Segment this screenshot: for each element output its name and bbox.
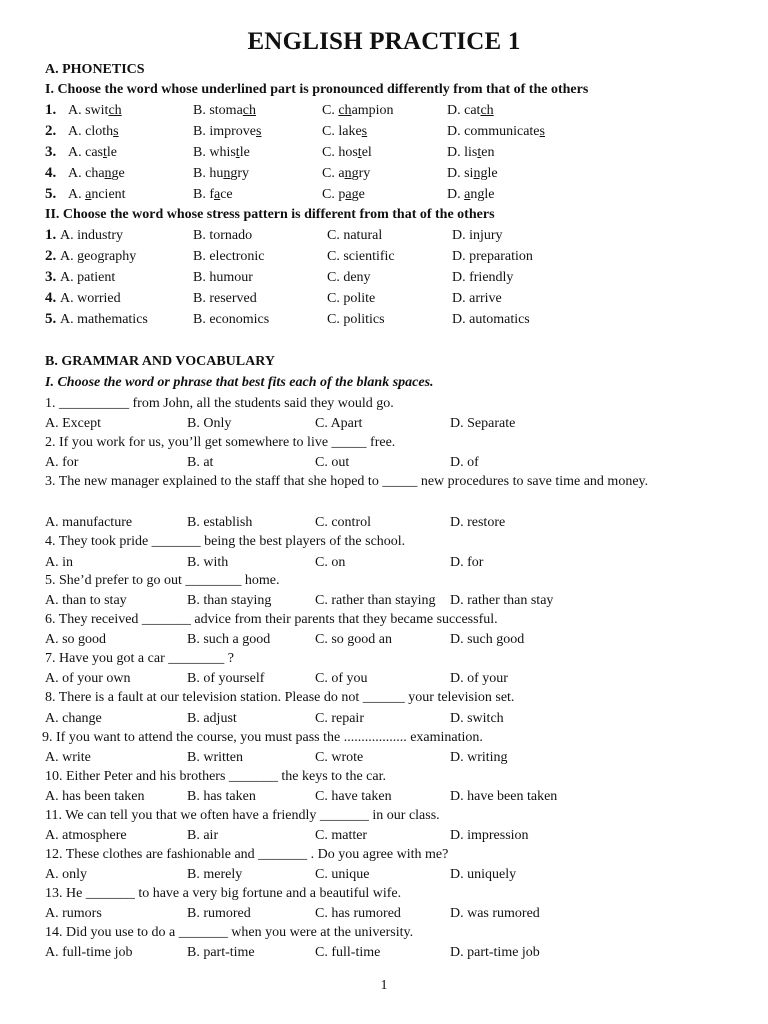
- question-number: 1.: [45, 102, 57, 118]
- underlined-sound: a: [214, 187, 221, 202]
- underlined-sound: ch: [242, 103, 256, 118]
- underlined-sound: a: [345, 187, 352, 202]
- answer-option: C. unique: [315, 867, 370, 882]
- underlined-sound: a: [464, 187, 471, 202]
- question-text: 10. Either Peter and his brothers _______ the keys to the car.: [45, 769, 386, 784]
- answer-option: A. atmosphere: [45, 828, 127, 843]
- answer-option: B. of yourself: [187, 671, 265, 686]
- answer-option: B. air: [187, 828, 219, 843]
- answer-option: A. for: [45, 455, 79, 470]
- answer-option: C. page: [322, 187, 365, 202]
- answer-option: B. part-time: [187, 945, 255, 960]
- page-number: 1: [380, 978, 388, 993]
- answer-option: D. friendly: [452, 270, 514, 285]
- answer-option: B. electronic: [193, 249, 265, 264]
- question-number: 2.: [45, 248, 57, 264]
- answer-option: A. in: [45, 555, 73, 570]
- answer-option: D. communicates: [447, 124, 545, 139]
- answer-option: A. only: [45, 867, 87, 882]
- answer-option: C. repair: [315, 711, 364, 726]
- underlined-sound: a: [85, 187, 92, 202]
- answer-option: A. cloths: [68, 124, 119, 139]
- answer-option: B. improves: [193, 124, 262, 139]
- answer-option: B. has taken: [187, 789, 256, 804]
- answer-option: D. Separate: [450, 416, 516, 431]
- question-number: 5.: [45, 186, 57, 202]
- underlined-sound: t: [477, 145, 482, 160]
- underlined-sound: t: [357, 145, 362, 160]
- answer-option: A. of your own: [45, 671, 131, 686]
- answer-option: A. so good: [45, 632, 107, 647]
- answer-option: A. has been taken: [45, 789, 145, 804]
- answer-option: C. champion: [322, 103, 394, 118]
- question-number: 4.: [45, 165, 57, 181]
- answer-option: C. of you: [315, 671, 368, 686]
- answer-option: A. rumors: [45, 906, 102, 921]
- answer-option: D. angle: [447, 187, 495, 202]
- question-number: 1.: [45, 227, 57, 243]
- underlined-sound: s: [361, 124, 368, 139]
- section-b-heading: B. GRAMMAR AND VOCABULARY: [45, 354, 275, 369]
- answer-option: C. scientific: [327, 249, 395, 264]
- answer-option: A. than to stay: [45, 593, 127, 608]
- question-number: 4.: [45, 290, 57, 306]
- question-text: 13. He _______ to have a very big fortune and a beautiful wife.: [45, 886, 402, 901]
- answer-option: D. part-time job: [450, 945, 540, 960]
- answer-option: B. rumored: [187, 906, 251, 921]
- answer-option: B. Only: [187, 416, 232, 431]
- answer-option: D. preparation: [452, 249, 533, 264]
- question-number: 5.: [45, 311, 57, 327]
- question-text: 12. These clothes are fashionable and _______ . Do you agree with me?: [45, 847, 449, 862]
- answer-option: D. of your: [450, 671, 508, 686]
- answer-option: D. writing: [450, 750, 508, 765]
- question-text: 11. We can tell you that we often have a friendly _______ in our class.: [45, 808, 440, 823]
- answer-option: D. single: [447, 166, 498, 181]
- answer-option: C. on: [315, 555, 346, 570]
- answer-option: C. wrote: [315, 750, 364, 765]
- answer-option: C. politics: [327, 312, 385, 327]
- answer-option: B. humour: [193, 270, 253, 285]
- answer-option: D. switch: [450, 711, 504, 726]
- answer-option: C. polite: [327, 291, 376, 306]
- answer-option: C. angry: [322, 166, 371, 181]
- underlined-sound: n: [344, 166, 352, 181]
- answer-option: B. written: [187, 750, 243, 765]
- question-number: 3.: [45, 269, 57, 285]
- answer-option: B. face: [193, 187, 233, 202]
- question-text: 14. Did you use to do a _______ when you were at the university.: [45, 925, 414, 940]
- answer-option: D. rather than stay: [450, 593, 554, 608]
- answer-option: C. matter: [315, 828, 368, 843]
- answer-option: A. switch: [68, 103, 122, 118]
- answer-option: C. so good an: [315, 632, 392, 647]
- answer-option: C. lakes: [322, 124, 368, 139]
- answer-option: D. was rumored: [450, 906, 540, 921]
- question-text: 5. She’d prefer to go out ________ home.: [45, 573, 280, 588]
- answer-option: D. catch: [447, 103, 494, 118]
- question-text: 6. They received _______ advice from their parents that they became successful.: [45, 612, 498, 627]
- answer-option: C. Apart: [315, 416, 363, 431]
- answer-option: A. full-time job: [45, 945, 133, 960]
- answer-option: A. write: [45, 750, 91, 765]
- answer-option: B. than staying: [187, 593, 272, 608]
- question-number: 2.: [45, 123, 57, 139]
- answer-option: D. uniquely: [450, 867, 517, 882]
- answer-option: C. hostel: [322, 145, 372, 160]
- answer-option: B. economics: [193, 312, 270, 327]
- answer-option: C. have taken: [315, 789, 392, 804]
- answer-option: B. at: [187, 455, 214, 470]
- answer-option: A. ancient: [68, 187, 126, 202]
- page-title: ENGLISH PRACTICE 1: [247, 28, 521, 55]
- answer-option: D. impression: [450, 828, 529, 843]
- answer-option: B. hungry: [193, 166, 250, 181]
- underlined-sound: ch: [480, 103, 494, 118]
- underlined-sound: ch: [338, 103, 352, 118]
- answer-option: B. whistle: [193, 145, 250, 160]
- phonetics-part2-instruction: II. Choose the word whose stress pattern is different from that of the others: [45, 207, 495, 222]
- question-text: 7. Have you got a car ________ ?: [45, 651, 234, 666]
- answer-option: A. castle: [68, 145, 117, 160]
- answer-option: B. tornado: [193, 228, 253, 243]
- answer-option: D. for: [450, 555, 484, 570]
- question-text: 4. They took pride _______ being the best players of the school.: [45, 534, 406, 549]
- answer-option: D. have been taken: [450, 789, 558, 804]
- answer-option: B. such a good: [187, 632, 271, 647]
- answer-option: B. adjust: [187, 711, 237, 726]
- answer-option: C. out: [315, 455, 350, 470]
- answer-option: C. full-time: [315, 945, 381, 960]
- answer-option: D. restore: [450, 515, 506, 530]
- answer-option: C. natural: [327, 228, 383, 243]
- answer-option: A. manufacture: [45, 515, 133, 530]
- answer-option: B. stomach: [193, 103, 256, 118]
- underlined-sound: s: [113, 124, 119, 139]
- answer-option: C. deny: [327, 270, 371, 285]
- answer-option: C. control: [315, 515, 371, 530]
- question-number: 3.: [45, 144, 57, 160]
- answer-option: C. rather than staying: [315, 593, 436, 608]
- answer-option: D. injury: [452, 228, 503, 243]
- phonetics-part1-instruction: I. Choose the word whose underlined part is pronounced differently from that of the others: [45, 82, 589, 97]
- answer-option: A. Except: [45, 416, 101, 431]
- answer-option: D. of: [450, 455, 479, 470]
- answer-option: A. change: [68, 166, 125, 181]
- question-text: 8. There is a fault at our television station. Please do not ______ your television set.: [45, 690, 515, 705]
- underlined-sound: s: [256, 124, 262, 139]
- answer-option: A. change: [45, 711, 102, 726]
- underlined-sound: ng: [473, 166, 488, 181]
- answer-option: C. has rumored: [315, 906, 401, 921]
- answer-option: B. reserved: [193, 291, 257, 306]
- answer-option: D. automatics: [452, 312, 530, 327]
- question-text: 3. The new manager explained to the staff that she hoped to _____ new procedures to save time and money.: [45, 474, 649, 489]
- answer-option: A. patient: [60, 270, 116, 285]
- answer-option: D. arrive: [452, 291, 502, 306]
- answer-option: A. mathematics: [60, 312, 148, 327]
- answer-option: B. establish: [187, 515, 253, 530]
- question-text: 9. If you want to attend the course, you must pass the .................. examination.: [42, 730, 483, 745]
- section-a-heading: A. PHONETICS: [45, 62, 145, 77]
- answer-option: D. listen: [447, 145, 495, 160]
- question-text: 2. If you work for us, you’ll get somewhere to live _____ free.: [45, 435, 396, 450]
- underlined-sound: s: [539, 124, 545, 139]
- answer-option: A. geography: [60, 249, 137, 264]
- question-text: 1. __________ from John, all the students said they would go.: [45, 396, 394, 411]
- underlined-sound: n: [104, 166, 112, 181]
- answer-option: A. worried: [60, 291, 121, 306]
- answer-option: B. merely: [187, 867, 243, 882]
- underlined-sound: ch: [108, 103, 122, 118]
- underlined-sound: t: [103, 145, 107, 160]
- answer-option: D. such good: [450, 632, 525, 647]
- answer-option: B. with: [187, 555, 229, 570]
- grammar-instruction: I. Choose the word or phrase that best fits each of the blank spaces.: [45, 375, 434, 390]
- underlined-sound: t: [235, 145, 240, 160]
- underlined-sound: n: [223, 166, 231, 181]
- answer-option: A. industry: [60, 228, 123, 243]
